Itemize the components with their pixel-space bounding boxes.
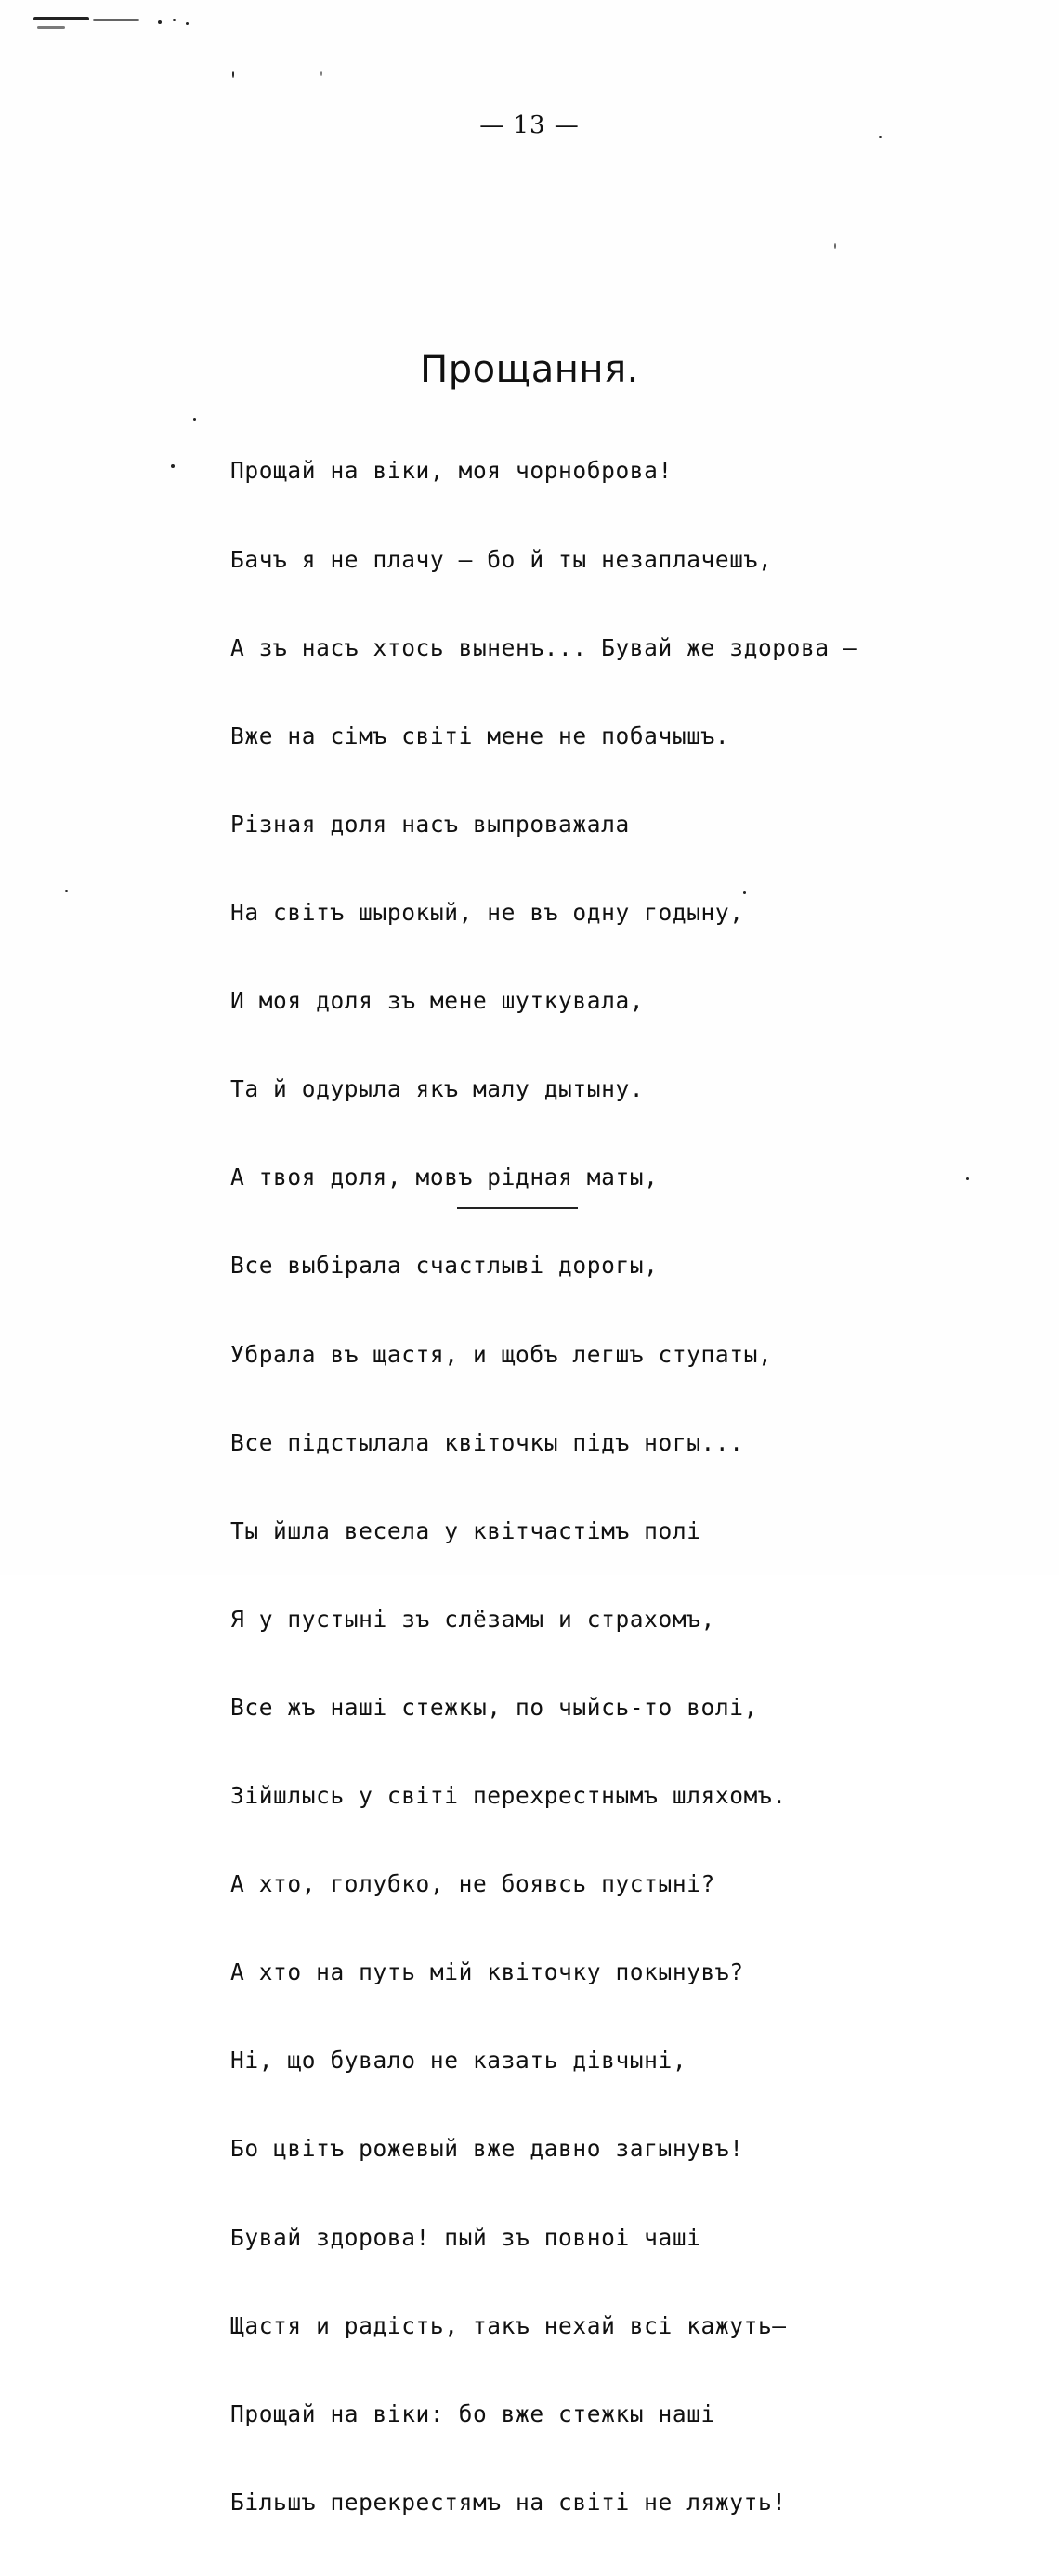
scan-speck <box>33 17 89 20</box>
poem-line: Бувай здорова! пый зъ повноі чаші <box>230 2223 701 2251</box>
scan-speck <box>966 1177 969 1180</box>
scan-speck <box>158 20 162 24</box>
poem-body <box>230 397 857 2576</box>
end-divider <box>457 1207 578 1209</box>
poem-line: Прощай на віки, моя чорноброва! <box>230 457 673 485</box>
scan-speck <box>65 890 68 892</box>
poem-line: Бачъ я не плачу — бо й ты незаплачешъ, <box>230 545 773 573</box>
poem-line: Щастя и радість, такъ нехай всі кажуть— <box>230 2311 787 2339</box>
scan-speck <box>37 26 65 29</box>
scan-speck <box>186 22 189 25</box>
poem-line: Вже на сімъ світі мене не побачышъ. <box>230 722 730 749</box>
poem-line: Більшъ перекрестямъ на світі не ляжуть! <box>230 2488 787 2516</box>
poem-line: Прощай на віки: бо вже стежкы наші <box>230 2400 715 2427</box>
poem-title: Прощання. <box>420 347 639 391</box>
poem-line: Та й одурыла якъ малу дытыну. <box>230 1075 645 1103</box>
poem-line: И моя доля зъ мене шуткувала, <box>230 987 645 1015</box>
poem-line: А твоя доля, мовъ рідная маты, <box>230 1164 659 1191</box>
poem-line: А хто, голубко, не боявсь пустыні? <box>230 1870 715 1898</box>
poem-line: Ты йшла весела у квітчастімъ полі <box>230 1516 701 1544</box>
poem-line: Все жъ наші стежкы, по чыйсь-то волі, <box>230 1693 758 1721</box>
poem-line: Убрала въ щастя, и щобъ легшъ ступаты, <box>230 1340 773 1368</box>
poem-line: На світъ шырокый, не въ одну годыну, <box>230 898 744 926</box>
poem-line: А хто на путь мій квіточку покынувъ? <box>230 1958 744 1986</box>
poem-line: Все підстылала квіточкы підъ ногы... <box>230 1428 744 1456</box>
scan-speck <box>834 243 836 249</box>
poem-line: Я у пустыні зъ слёзамы и страхомъ, <box>230 1605 715 1633</box>
scan-speck <box>173 19 176 21</box>
scan-speck <box>193 418 196 421</box>
scan-speck <box>93 19 139 21</box>
scan-speck <box>232 71 234 78</box>
poem-line: Ні, що бувало не казать дівчыні, <box>230 2047 687 2075</box>
scan-speck <box>320 71 322 76</box>
poem-line: Все выбірала счастлыві дорогы, <box>230 1252 659 1280</box>
scan-speck <box>171 464 175 468</box>
poem-line: Бо цвітъ рожевый вже давно загынувъ! <box>230 2135 744 2163</box>
poem-line: Різная доля насъ выпроважала <box>230 810 630 838</box>
poem-line: Зійшлысь у світі перехрестнымъ шляхомъ. <box>230 1782 787 1810</box>
poem-line: А зъ насъ хтось выненъ... Бувай же здорова — <box>230 633 858 661</box>
page-number: — 13 — <box>479 111 580 139</box>
